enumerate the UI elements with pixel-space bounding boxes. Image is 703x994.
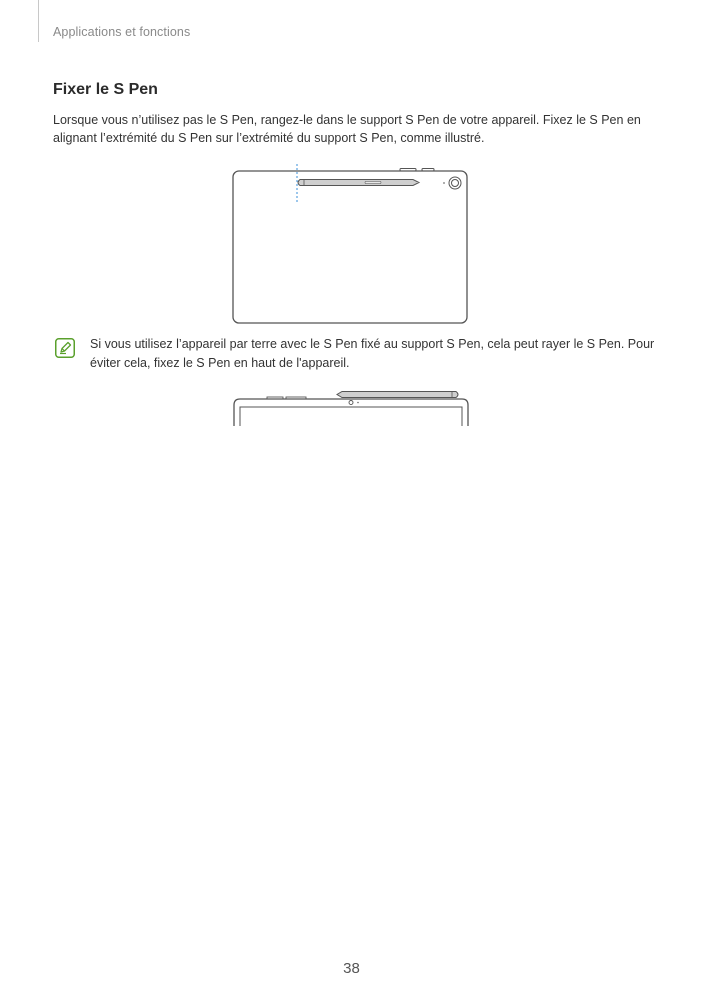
camera-lens-shape	[452, 180, 459, 187]
header-divider	[38, 0, 39, 42]
tablet-back-spen-illustration	[230, 162, 472, 326]
section-title: Fixer le S Pen	[53, 81, 158, 98]
page-number: 38	[343, 960, 360, 977]
note-text: Si vous utilisez l’appareil par terre avec le S Pen fixé au support S Pen, cela peut rayer le S Pen. Pour éviter cela, fixez le S Pen en haut de l'appareil.	[90, 337, 655, 370]
note-pen-icon	[55, 338, 75, 358]
section-body-text: Lorsque vous n’utilisez pas le S Pen, rangez-le dans le support S Pen de votre appareil. Fixez le S Pen en alignant l’extrémité du S Pen sur l’extrémité du support S Pen, comme illustré.	[53, 113, 641, 145]
spen-shape	[298, 180, 419, 186]
spen-button-shape	[365, 181, 381, 183]
tablet-body-shape	[233, 171, 467, 323]
tablet-screen-shape	[240, 407, 462, 426]
front-camera-shape	[349, 401, 353, 405]
spen-shape	[337, 392, 458, 398]
sensor-dot-shape	[357, 402, 359, 404]
flash-dot-shape	[443, 182, 445, 184]
tablet-top-spen-illustration	[230, 388, 472, 428]
header-section-title: Applications et fonctions	[53, 25, 191, 39]
